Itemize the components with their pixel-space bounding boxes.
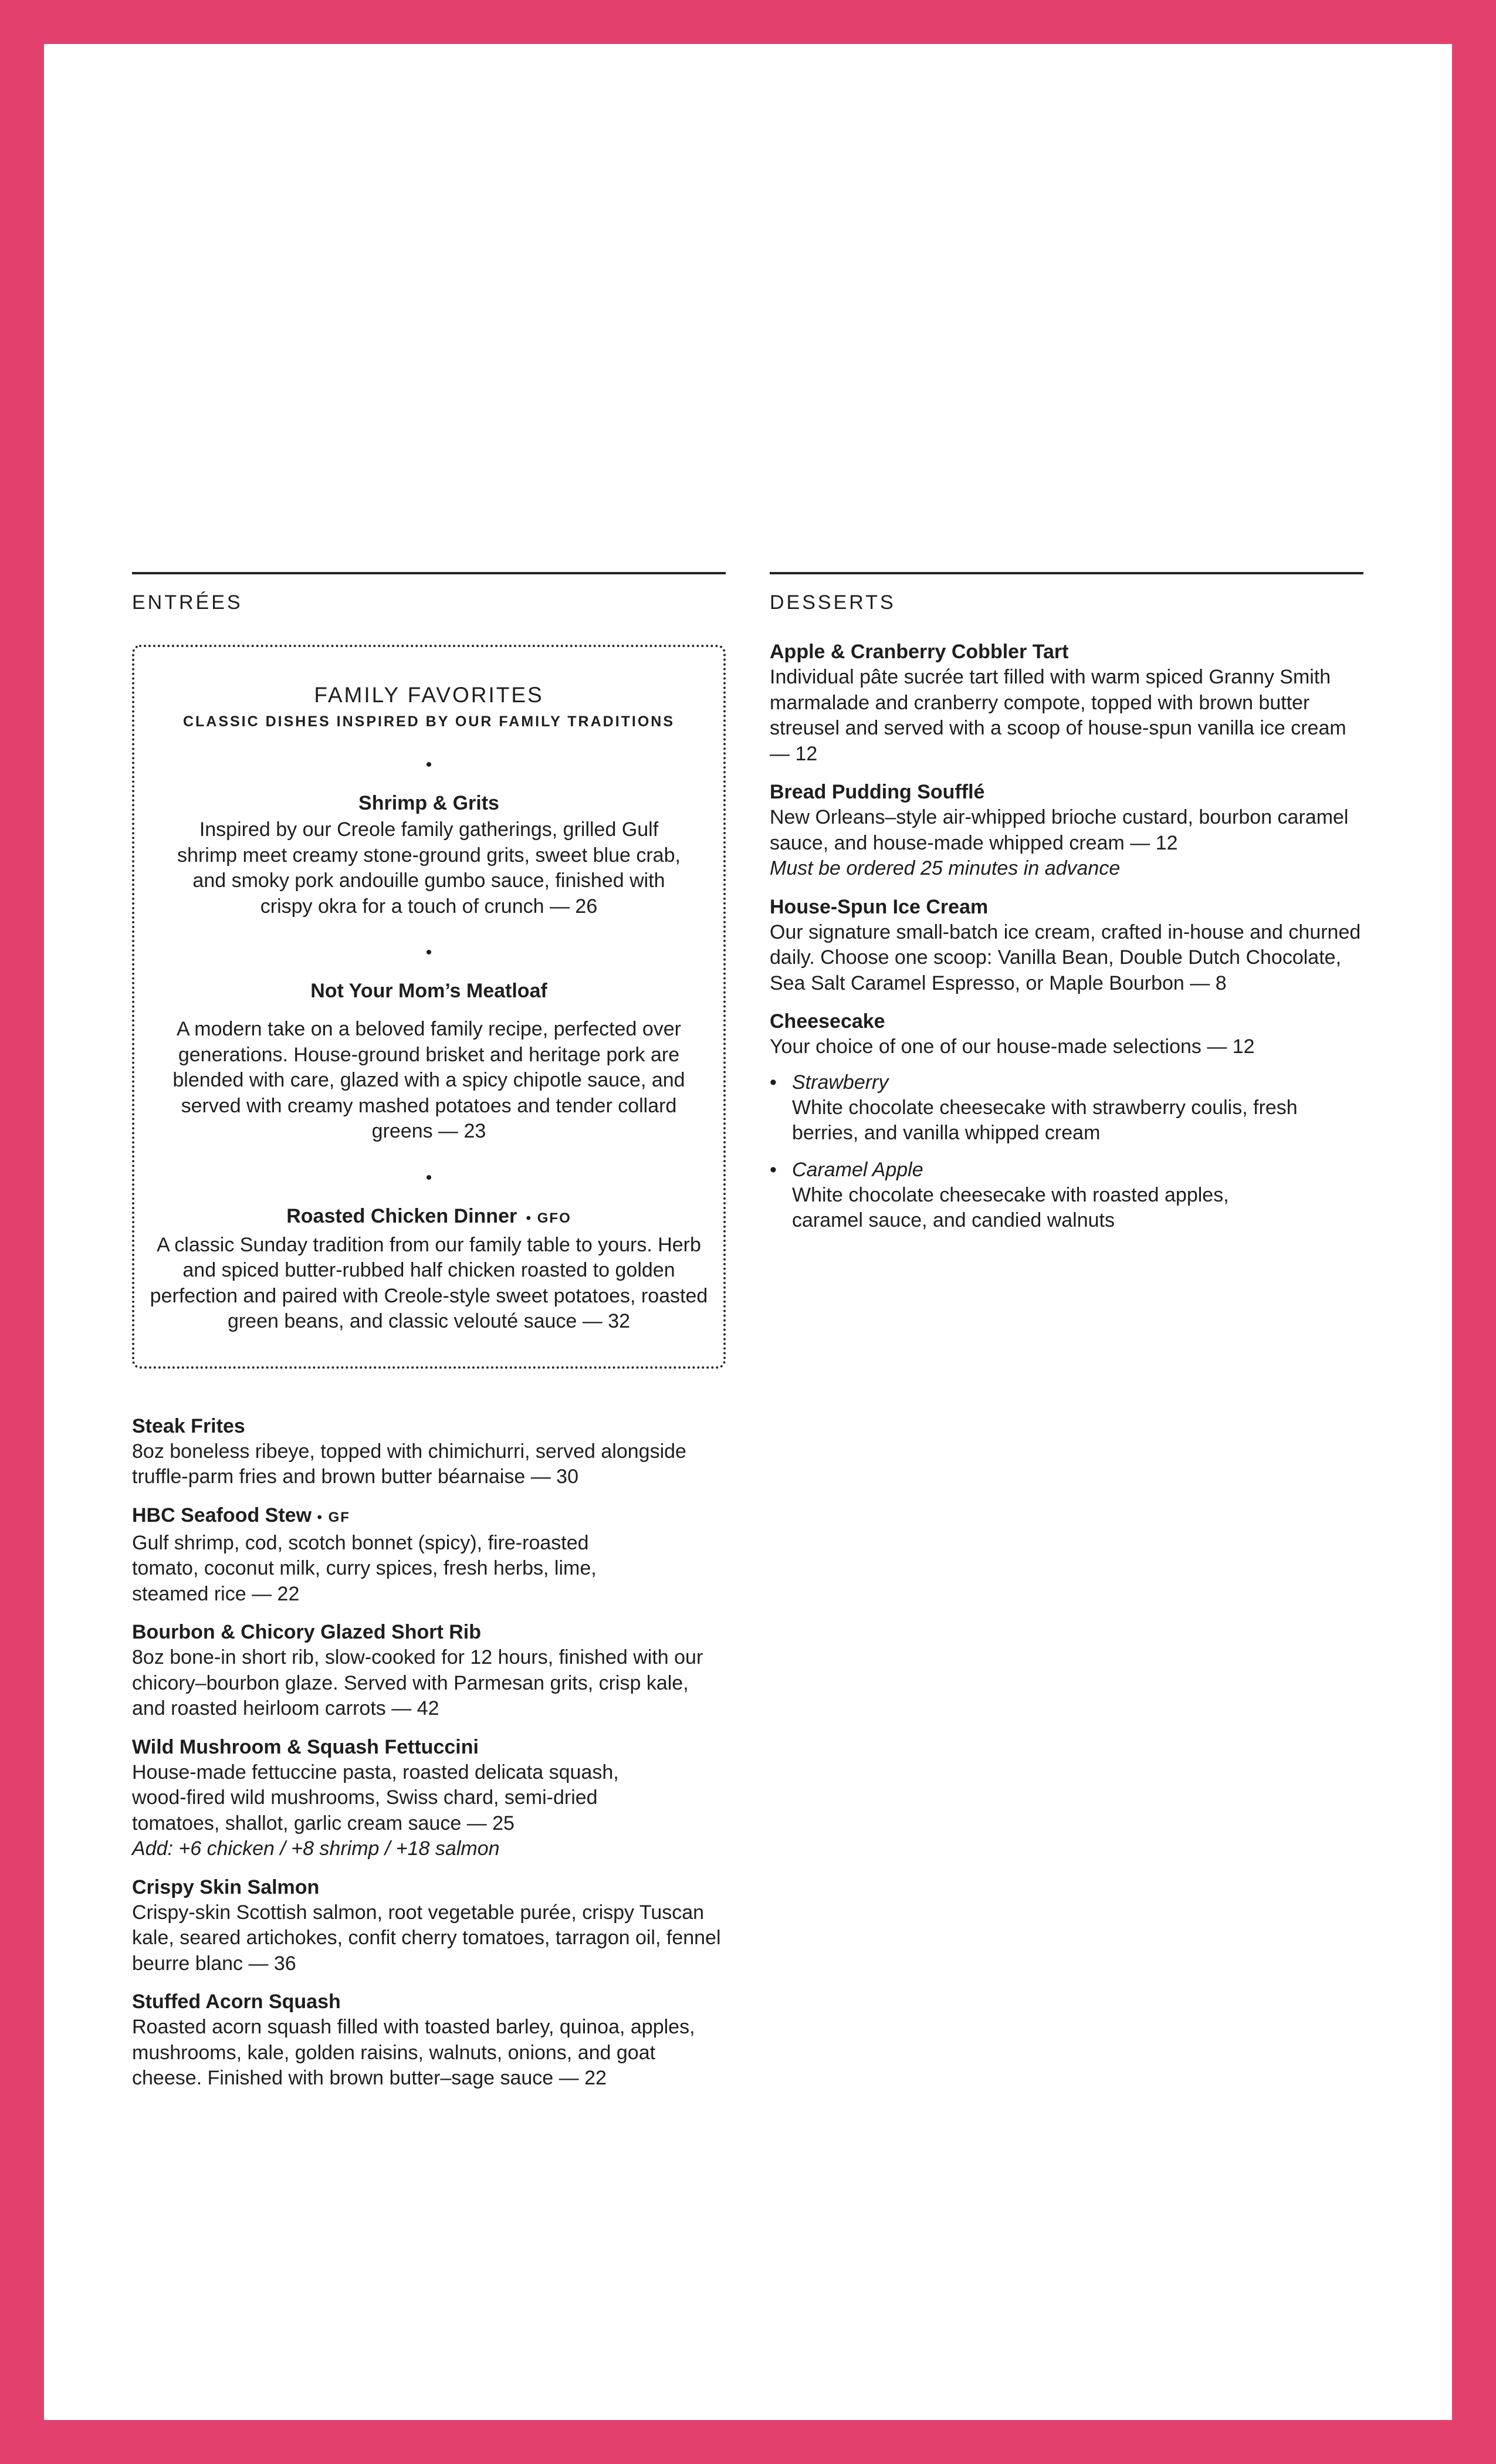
menu-page — [44, 44, 1452, 2420]
family-favorites-title: FAMILY FAVORITES — [314, 683, 544, 707]
menu-item — [132, 1413, 726, 1490]
bullet-icon: • — [770, 1071, 777, 1094]
gfo-tag: • GFO — [526, 1210, 571, 1226]
separator-dot: • — [425, 943, 432, 962]
menu-item-name: Steak Frites — [132, 1414, 245, 1437]
dessert-item — [770, 779, 1363, 882]
dessert-item-name: Cheesecake — [770, 1010, 885, 1033]
menu-item-name: HBC Seafood Stew — [132, 1504, 312, 1527]
family-favorites-subtitle: CLASSIC DISHES INSPIRED BY OUR FAMILY TRADITIONS — [182, 713, 675, 730]
menu-item — [132, 1734, 726, 1862]
dessert-item-note: Must be ordered 25 minutes in advance — [770, 857, 1121, 879]
dessert-item-description: Your choice of one of our house-made selections — 12 — [770, 1035, 1255, 1058]
menu-item — [132, 1874, 726, 1977]
menu-item-description: Crispy-skin Scottish salmon, root vegetable purée, crispy Tuscan kale, seared artichokes, confit cherry tomatoes, tarragon oil, fennel beurre blanc — 36 — [132, 1901, 721, 1975]
separator-dot: • — [425, 1167, 432, 1187]
dessert-item-description: Individual pâte sucrée tart filled with warm spiced Granny Smith marmalade and cranberry compote, topped with brown butter streusel and served with a scoop of house-spun vanilla ice cream — 12 — [770, 666, 1346, 765]
entrees-column — [132, 572, 726, 2091]
family-item-description: Inspired by our Creole family gatherings, grilled Gulf shrimp meet creamy stone-ground grits, sweet blue crab, and smoky pork andouille gumbo sauce, finished with crispy okra for a touch of crunch — 26 — [177, 818, 681, 918]
family-item — [148, 790, 709, 919]
menu-item-name: Crispy Skin Salmon — [132, 1876, 320, 1898]
menu-item-description: Gulf shrimp, cod, scotch bonnet (spicy), fire-roasted tomato, coconut milk, curry spices, fresh herbs, lime, steamed rice — 22 — [132, 1531, 597, 1605]
entrees-heading: ENTRÉES — [132, 591, 243, 614]
entrees-divider — [132, 572, 726, 574]
menu-item — [132, 1502, 726, 1607]
menu-item-description: 8oz boneless ribeye, topped with chimichurri, served alongside truffle-parm fries and brown butter béarnaise — 30 — [132, 1440, 686, 1488]
desserts-list — [770, 639, 1363, 1234]
dessert-item — [770, 894, 1363, 997]
dessert-item-name: Apple & Cranberry Cobbler Tart — [770, 641, 1069, 663]
family-item — [148, 1203, 709, 1335]
menu-item-addon-note: Add: +6 chicken / +8 shrimp / +18 salmon — [132, 1837, 500, 1860]
menu-item-name-row — [132, 1502, 726, 1531]
cheesecake-option — [770, 1069, 1363, 1146]
family-item-description: A modern take on a beloved family recipe, perfected over generations. House-ground brisket and heritage pork are blended with care, glazed with a spicy chipotle sauce, and served with creamy mashed potatoes and tender collard greens — 23 — [172, 1018, 685, 1142]
dessert-item — [770, 1008, 1363, 1234]
gf-tag: • GF — [317, 1509, 350, 1525]
dessert-item-name: House-Spun Ice Cream — [770, 895, 989, 918]
entrees-list — [132, 1413, 726, 2091]
family-favorites-box — [132, 645, 726, 1369]
family-item-name: Shrimp & Grits — [358, 792, 499, 814]
desserts-divider — [770, 572, 1363, 574]
menu-item-description: Roasted acorn squash filled with toasted barley, quinoa, apples, mushrooms, kale, golden raisins, walnuts, onions, and goat cheese. Finished with brown butter–sage sauce — 22 — [132, 2016, 695, 2089]
cheesecake-option-description: White chocolate cheesecake with strawberry coulis, fresh berries, and vanilla whipped cream — [792, 1096, 1298, 1144]
dessert-item-description: Our signature small-batch ice cream, crafted in-house and churned daily. Choose one scoop: Vanilla Bean, Double Dutch Chocolate, Sea Salt Caramel Espresso, or Maple Bourbon — 8 — [770, 920, 1361, 994]
family-item-description: A classic Sunday tradition from our family table to yours. Herb and spiced butter-rubbed half chicken roasted to golden perfection and paired with Creole-style sweet potatoes, roasted green beans, and classic velouté sauce — 32 — [150, 1233, 708, 1332]
menu-item — [132, 1989, 726, 2091]
bullet-icon: • — [770, 1158, 777, 1181]
cheesecake-options — [770, 1069, 1363, 1234]
cheesecake-option-description: White chocolate cheesecake with roasted apples, caramel sauce, and candied walnuts — [792, 1183, 1229, 1231]
dessert-item — [770, 639, 1363, 767]
menu-item-name: Wild Mushroom & Squash Fettuccini — [132, 1735, 479, 1758]
menu-item-name: Bourbon & Chicory Glazed Short Rib — [132, 1621, 482, 1643]
cheesecake-option — [770, 1157, 1363, 1234]
desserts-heading: DESSERTS — [770, 591, 896, 614]
desserts-column — [770, 572, 1363, 1244]
family-item — [148, 978, 709, 1145]
menu-item — [132, 1619, 726, 1722]
menu-item-description: 8oz bone-in short rib, slow-cooked for 12 hours, finished with our chicory–bourbon glaze. Served with Parmesan grits, crisp kale, and roasted heirloom carrots — 42 — [132, 1646, 703, 1720]
menu-item-name: Stuffed Acorn Squash — [132, 1991, 341, 2013]
family-item-name: Not Your Mom’s Meatloaf — [310, 980, 547, 1002]
menu-item-description: House-made fettuccine pasta, roasted delicata squash, wood-fired wild mushrooms, Swiss chard, semi-dried tomatoes, shallot, garlic cream sauce — 25 — [132, 1761, 619, 1835]
family-item-name-row — [148, 1203, 709, 1231]
dessert-item-description: New Orleans–style air-whipped brioche custard, bourbon caramel sauce, and house-made whipped cream — 12 — [770, 806, 1349, 854]
cheesecake-option-name: Caramel Apple — [792, 1158, 923, 1181]
separator-dot: • — [425, 755, 432, 774]
family-item-name: Roasted Chicken Dinner — [286, 1204, 517, 1227]
dessert-item-name: Bread Pudding Soufflé — [770, 781, 985, 803]
cheesecake-option-name: Strawberry — [792, 1071, 889, 1094]
